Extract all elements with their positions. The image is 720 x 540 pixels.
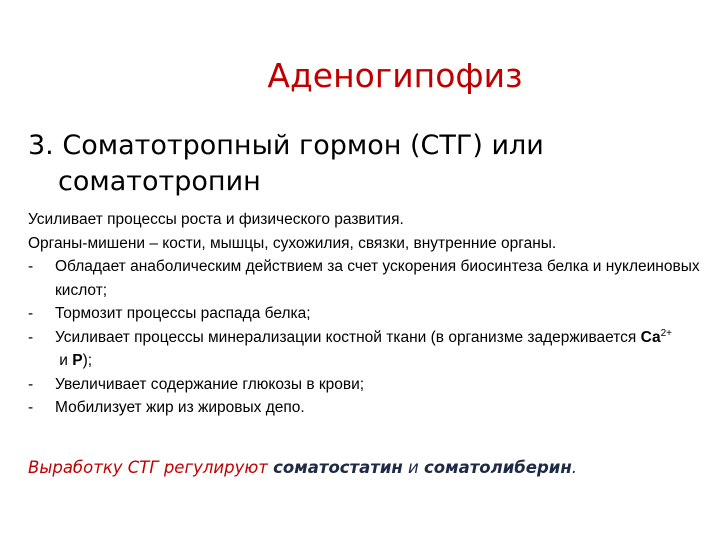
bullet-item-fat	[28, 396, 703, 420]
bullet-item-mineralization	[28, 326, 703, 373]
paragraph-target-organs: Органы-мишени – кости, мышцы, сухожилия, связки, внутренние органы.	[28, 234, 557, 252]
phosphorus-symbol: Р	[72, 352, 83, 369]
bullet-dash: -	[28, 375, 34, 393]
regulation-note	[28, 458, 708, 477]
bullet-dash: -	[28, 305, 34, 322]
bullet-dash: -	[28, 399, 34, 416]
bullet-text: Обладает анаболическим действием за счет ускорения биосинтеза белка и нуклеиновых кислот;	[55, 258, 700, 299]
regulation-period: .	[571, 458, 578, 477]
regulation-and: и	[402, 458, 424, 477]
body-text	[28, 208, 703, 420]
regulation-lead: Выработку СТГ регулируют	[28, 458, 274, 477]
calcium-symbol: Са	[640, 328, 661, 346]
bullet-dash: -	[28, 328, 34, 346]
bullet-text: Тормозит процессы распада белка;	[55, 305, 311, 322]
bullet-text-after: );	[82, 352, 93, 369]
bullet-text-before: Усиливает процессы минерализации костной ткани (в организме задерживается	[55, 328, 641, 346]
somatostatin-term: соматостатин	[273, 458, 403, 477]
bullet-text	[55, 326, 703, 373]
bullet-text: Увеличивает содержание глюкозы в крови;	[55, 375, 365, 393]
paragraph-growth: Усиливает процессы роста и физического развития.	[28, 211, 404, 228]
slide-title: Аденогипофиз	[267, 56, 523, 95]
heading-line-1: 3. Соматотропный гормон (СТГ) или	[28, 130, 544, 161]
bullet-item-protein-breakdown	[28, 302, 703, 326]
bullet-dash: -	[28, 258, 34, 275]
bullet-text: Мобилизует жир из жировых депо.	[55, 399, 305, 416]
bullet-text-and: и	[55, 352, 73, 369]
heading-line-2: соматотропин	[58, 166, 261, 197]
section-heading	[28, 128, 698, 200]
bullet-item-anabolic	[28, 255, 703, 302]
bullet-item-glucose	[28, 373, 703, 397]
calcium-charge: 2+	[660, 327, 673, 339]
somatoliberin-term: соматолиберин	[424, 458, 572, 477]
